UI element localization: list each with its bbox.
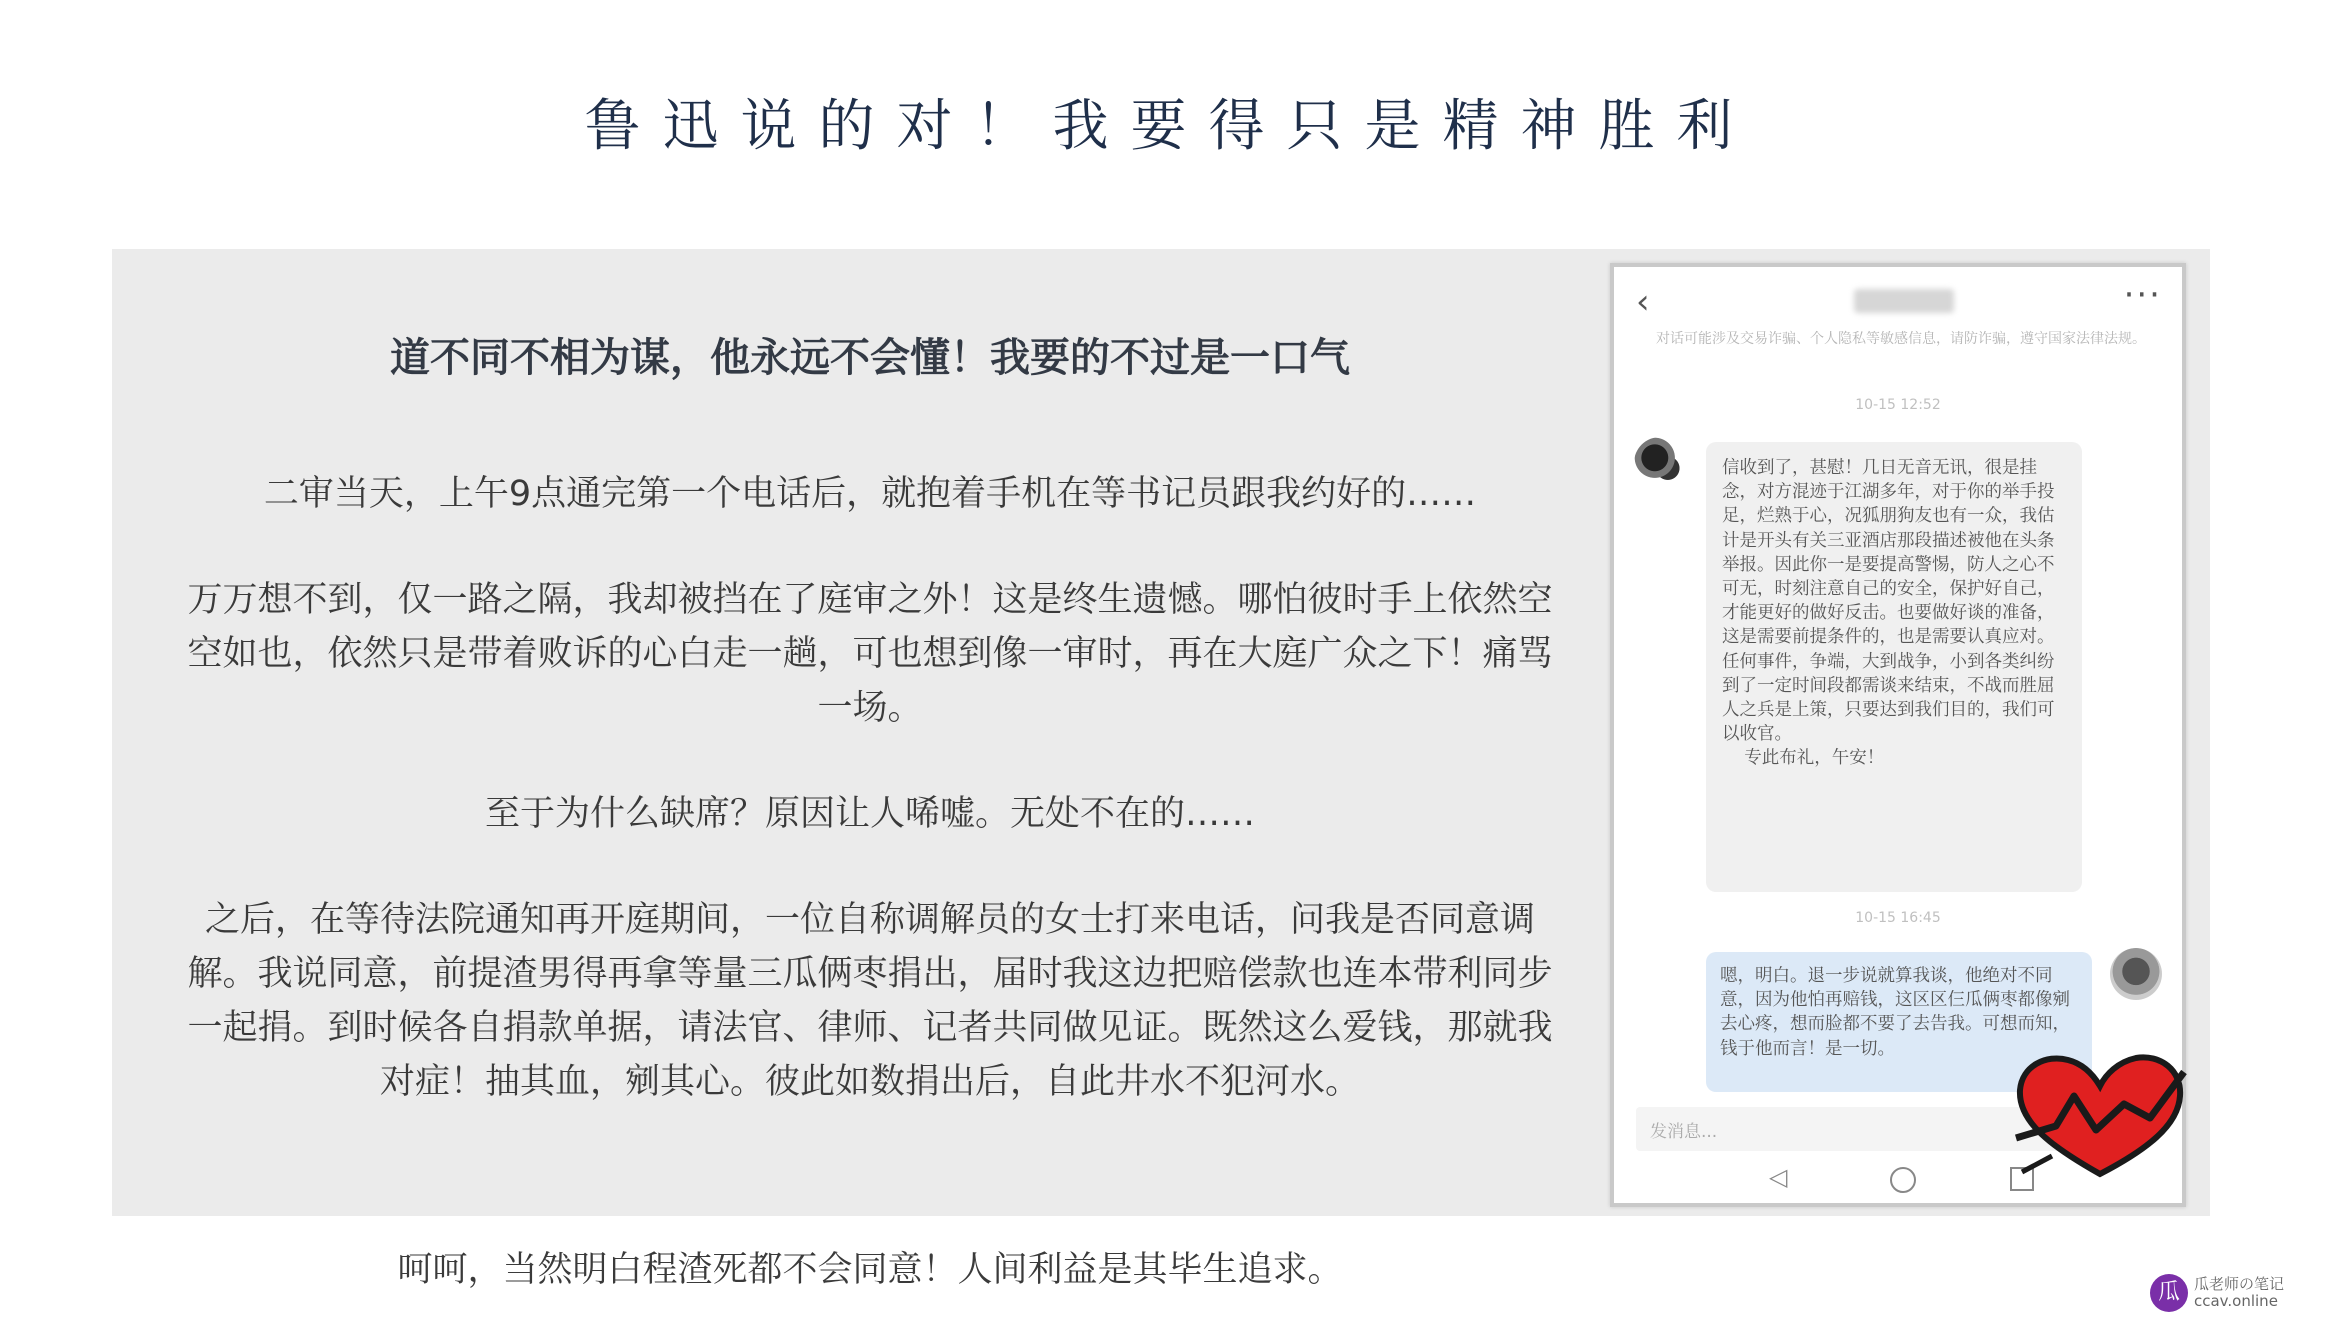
- avatar[interactable]: [1634, 437, 1686, 489]
- nav-back-icon[interactable]: ◁: [1769, 1163, 1788, 1191]
- message-bubble-received: [1706, 442, 2082, 892]
- message-timestamp: 10-15 16:45: [1855, 910, 1941, 926]
- back-icon[interactable]: ‹: [1636, 282, 1650, 322]
- article-headline: 道不同不相为谋，他永远不会懂！我要的不过是一口气: [390, 335, 1350, 381]
- more-icon[interactable]: ···: [2123, 275, 2162, 315]
- chat-header: [1614, 267, 2182, 322]
- watermark-line2: ccav.online: [2194, 1292, 2278, 1310]
- watermark: [2150, 1274, 2284, 1312]
- watermark-logo: 瓜: [2150, 1274, 2188, 1312]
- paragraph: 之后，在等待法院通知再开庭期间，一位自称调解员的女士打来电话，问我是否同意调解。我说同意，前提渣男得再拿等量三瓜俩枣捐出，届时我这边把赔偿款也连本带利同步一起捐。到时候各自捐款单据，请法官、律师、记者共同做见证。既然这么爱钱，那就我对症！抽其血，剜其心。彼此如数捐出后，自此井水不犯河水。: [187, 900, 1553, 1102]
- nav-home-icon[interactable]: [1890, 1167, 1916, 1193]
- message-input[interactable]: 发消息...: [1636, 1107, 2086, 1151]
- broken-heart-icon: [2012, 1052, 2188, 1182]
- paragraph: 二审当天，上午9点通完第一个电话后，就抱着手机在等书记员跟我约好的……: [263, 474, 1477, 514]
- message-timestamp: 10-15 12:52: [1855, 397, 1941, 413]
- contact-name-blurred: [1854, 289, 1954, 313]
- watermark-line1: 瓜老师の笔记: [2194, 1275, 2285, 1293]
- article-text: [175, 326, 1565, 1161]
- message-text: 信收到了，甚慰！几日无音无讯，很是挂念，对方混迹于江湖多年，对于你的举手投足，烂熟于心，况狐朋狗友也有一众，我估计是开头有关三亚酒店那段描述被他在头条举报。因此你一是要提高警惕，防人之心不可无，时刻注意自己的安全，保护好自己，才能更好的做好反击。也要做好谈的准备，这是需要前提条件的，也是需要认真应对。任何事件，争端，大到战争，小到各类纠纷到了一定时间段都需谈来结束，不战而胜屈人之兵是上策，只要达到我们目的，我们可以收官。 专此布礼，午安！: [1722, 458, 2055, 769]
- page-title: 鲁迅说的对！我要得只是精神胜利: [584, 94, 1755, 159]
- footer-text: 呵呵，当然明白程渣死都不会同意！人间利益是其毕生追求。: [397, 1250, 1343, 1290]
- paragraph: 万万想不到，仅一路之隔，我却被挡在了庭审之外！这是终生遗憾。哪怕彼时手上依然空空如也，依然只是带着败诉的心白走一趟，可也想到像一审时，再在大庭广众之下！痛骂一场。: [187, 580, 1553, 728]
- paragraph: 至于为什么缺席？原因让人唏嘘。无处不在的……: [484, 794, 1255, 834]
- message-text: 嗯，明白。退一步说就算我谈，他绝对不同意，因为他怕再赔钱，这区区仨瓜俩枣都像剜去心疼，想而脸都不要了去告我。可想而知，钱于他而言！是一切。: [1720, 966, 2070, 1059]
- security-notice: 对话可能涉及交易诈骗、个人隐私等敏感信息，请防诈骗，遵守国家法律法规。: [1656, 331, 2146, 347]
- avatar[interactable]: [2110, 948, 2162, 1000]
